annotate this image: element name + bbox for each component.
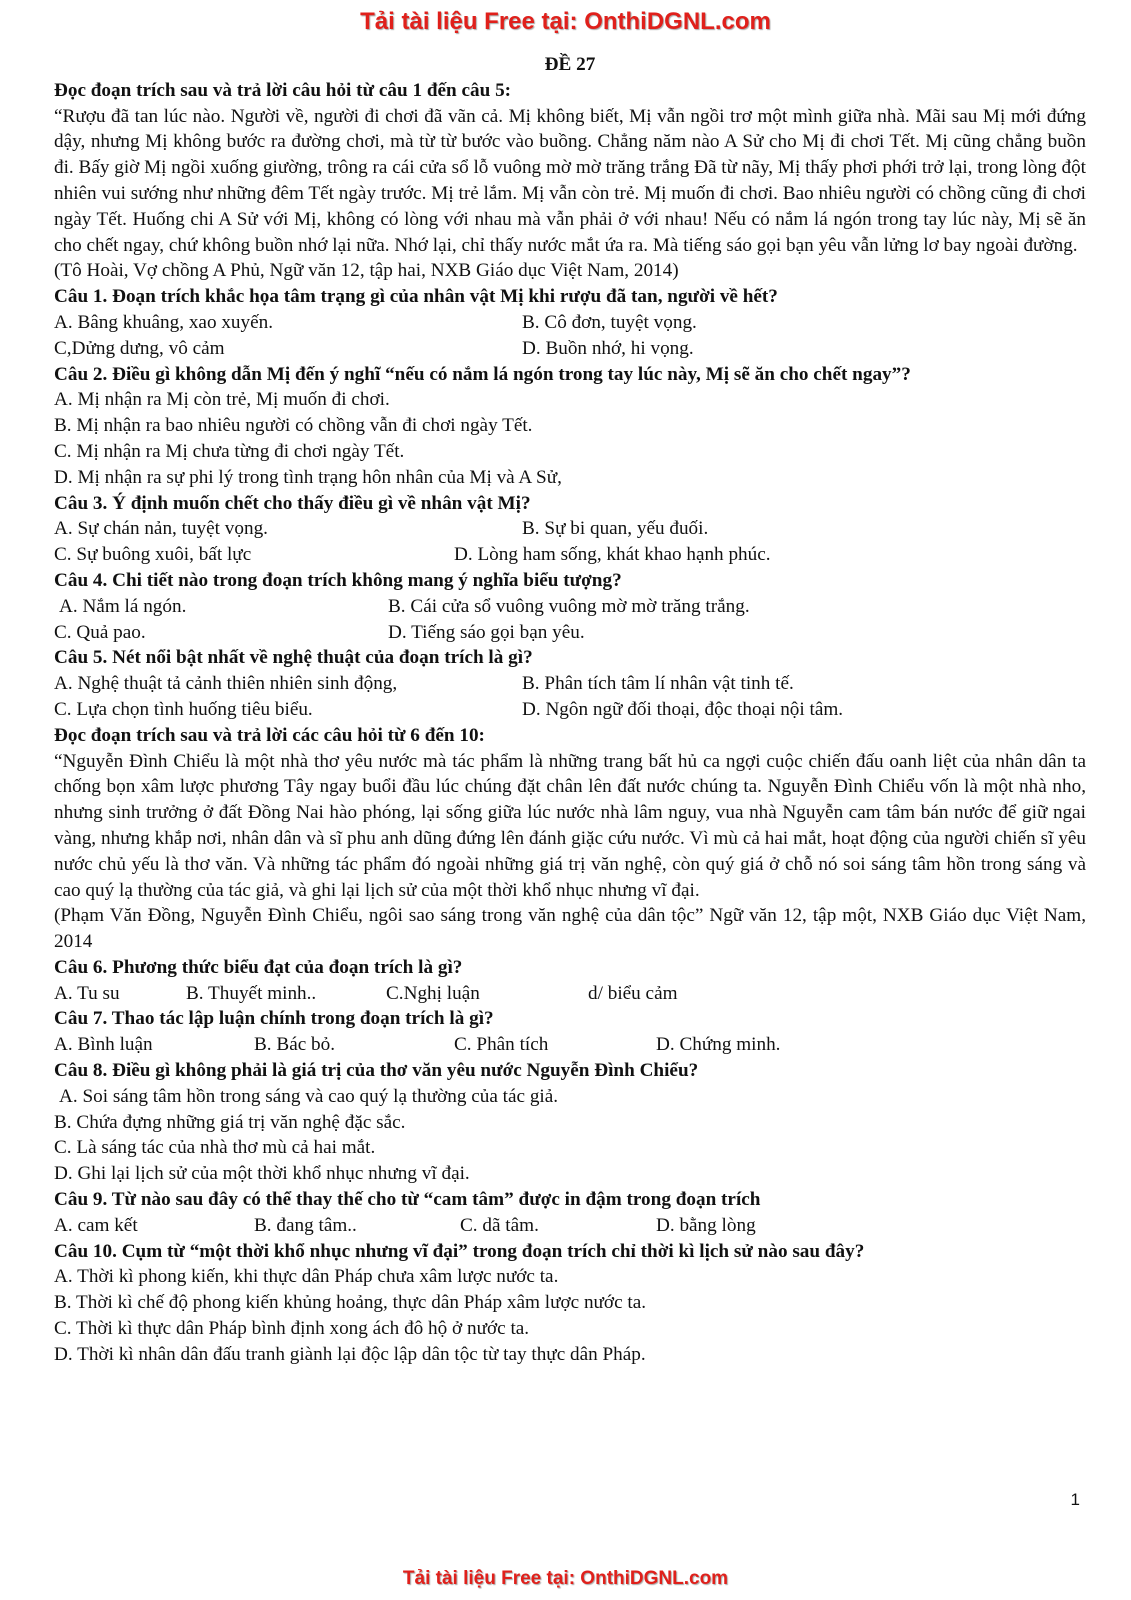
question-6: Câu 6. Phương thức biểu đạt của đoạn trích là gì? [54, 956, 463, 978]
section2-instruction: Đọc đoạn trích sau và trả lời các câu hỏi từ 6 đến 10: [54, 724, 485, 746]
section1-instruction: Đọc đoạn trích sau và trả lời câu hỏi từ câu 1 đến câu 5: [54, 79, 512, 101]
question-5: Câu 5. Nét nổi bật nhất về nghệ thuật của đoạn trích là gì? [54, 647, 533, 669]
q4-option-c[interactable]: C. Quả pao. [54, 621, 146, 643]
question-2: Câu 2. Điều gì không dẫn Mị đến ý nghĩ “nếu có nắm lá ngón trong tay lúc này, Mị sẽ ăn cho chết ngay”? [54, 363, 911, 385]
q10-option-d[interactable]: D. Thời kì nhân dân đấu tranh giành lại độc lập dân tộc từ tay thực dân Pháp. [54, 1343, 646, 1365]
q10-option-c[interactable]: C. Thời kì thực dân Pháp bình định xong ách đô hộ ở nước ta. [54, 1318, 530, 1340]
q7-option-a[interactable]: A. Bình luận [54, 1034, 153, 1056]
q3-options-row1 [54, 516, 1086, 542]
q6-option-b[interactable]: B. Thuyết minh.. [186, 982, 317, 1004]
q8-option-c[interactable]: C. Là sáng tác của nhà thơ mù cả hai mắt. [54, 1137, 376, 1159]
q5-options-row2 [54, 697, 1086, 723]
q5-option-a[interactable]: A. Nghệ thuật tả cảnh thiên nhiên sinh động, [54, 673, 398, 695]
q9-option-c[interactable]: C. dã tâm. [460, 1214, 539, 1236]
question-7: Câu 7. Thao tác lập luận chính trong đoạn trích là gì? [54, 1008, 494, 1030]
q7-option-b[interactable]: B. Bác bỏ. [254, 1034, 336, 1056]
section2-passage: “Nguyễn Đình Chiểu là một nhà thơ yêu nước mà tác phẩm là những trang bất hủ ca ngợi cuộc chiến đấu oanh liệt của nhân dân ta chống bọn xâm lược phương Tây ngay buổi đầu lúc chúng đặt chân lên đất nước chúng ta. Nguyễn Đình Chiểu vốn là một nhà nho, nhưng sinh trưởng ở đất Đồng Nai hào phóng, lại sống giữa lúc nước nhà lâm nguy, vua nhà Nguyễn cam tâm bán nước để giữ ngai vàng, nhưng khắp nơi, nhân dân và sĩ phu anh dũng đứng lên đánh giặc cứu nước. Vì mù cả hai mắt, hoạt động của người chiến sĩ yêu nước chủ yếu là thơ văn. Và những tác phẩm đó ngoài những giá trị văn nghệ, còn quý giá ở chỗ nó soi sáng tâm hồn trong sáng và cao quý lạ thường của tác giả, và ghi lại lịch sử của một thời khổ nhục nhưng vĩ đại. [54, 750, 1086, 901]
q6-option-a[interactable]: A. Tu su [54, 982, 120, 1004]
q7-option-c[interactable]: C. Phân tích [454, 1034, 549, 1056]
section1-passage: “Rượu đã tan lúc nào. Người về, người đi chơi đã vãn cả. Mị không biết, Mị vẫn ngồi trơ một mình giữa nhà. Mãi sau Mị mới đứng dậy, nhưng Mị không bước ra đường chơi, mà từ từ bước vào buồng. Chẳng năm nào A Sử cho Mị đi chơi Tết. Mị cũng chẳng buồn đi. Bấy giờ Mị ngồi xuống giường, trông ra cái cửa sổ lỗ vuông mờ mờ trăng trắng Đã từ nãy, Mị thấy phơi phới trở lại, trong lòng đột nhiên vui sướng như những đêm Tết ngày trước. Mị trẻ lắm. Mị vẫn còn trẻ. Mị muốn đi chơi. Bao nhiêu người có chồng cũng đi chơi ngày Tết. Huống chi A Sử với Mị, không có lòng với nhau mà vẫn phải ở với nhau! Nếu có nắm lá ngón trong tay lúc này, Mị sẽ ăn cho chết ngay, chứ không buồn nhớ lại nữa. Nhớ lại, chỉ thấy nước mắt ứa ra. Mà tiếng sáo gọi bạn yêu vẫn lửng lơ bay ngoài đường. [54, 105, 1086, 256]
exam-content [54, 52, 1086, 1368]
q2-option-a[interactable]: A. Mị nhận ra Mị còn trẻ, Mị muốn đi chơi. [54, 389, 390, 411]
q2-option-b[interactable]: B. Mị nhận ra bao nhiêu người có chồng vẫn đi chơi ngày Tết. [54, 415, 533, 437]
q9-option-a[interactable]: A. cam kết [54, 1214, 138, 1236]
q9-options [54, 1213, 1086, 1239]
question-1: Câu 1. Đoạn trích khắc họa tâm trạng gì của nhân vật Mị khi rượu đã tan, người về hết? [54, 286, 778, 308]
q4-option-b[interactable]: B. Cái cửa sổ vuông vuông mờ mờ trăng trắng. [388, 595, 750, 617]
q8-option-d[interactable]: D. Ghi lại lịch sử của một thời khổ nhục nhưng vĩ đại. [54, 1163, 470, 1185]
question-4: Câu 4. Chi tiết nào trong đoạn trích không mang ý nghĩa biểu tượng? [54, 569, 622, 591]
q2-option-c[interactable]: C. Mị nhận ra Mị chưa từng đi chơi ngày Tết. [54, 440, 405, 462]
bottom-banner[interactable]: Tải tài liệu Free tại: OnthiDGNL.com [402, 1568, 729, 1589]
q1-option-a[interactable]: A. Bâng khuâng, xao xuyến. [54, 311, 274, 333]
q10-option-b[interactable]: B. Thời kì chế độ phong kiến khủng hoảng, thực dân Pháp xâm lược nước ta. [54, 1292, 647, 1314]
section1-source: (Tô Hoài, Vợ chồng A Phủ, Ngữ văn 12, tập hai, NXB Giáo dục Việt Nam, 2014) [54, 260, 679, 282]
q9-option-d[interactable]: D. bằng lòng [656, 1214, 756, 1236]
question-9: Câu 9. Từ nào sau đây có thể thay thế cho từ “cam tâm” được in đậm trong đoạn trích [54, 1189, 761, 1211]
page-number: 1 [1070, 1490, 1080, 1509]
top-banner[interactable]: Tải tài liệu Free tại: OnthiDGNL.com [360, 8, 771, 35]
q1-options-row1 [54, 310, 1086, 336]
q10-option-a[interactable]: A. Thời kì phong kiến, khi thực dân Pháp chưa xâm lược nước ta. [54, 1266, 559, 1288]
q1-option-c[interactable]: C,Dửng dưng, vô cảm [54, 337, 225, 359]
q9-option-b[interactable]: B. đang tâm.. [254, 1214, 357, 1236]
q4-options-row2 [54, 620, 1086, 646]
question-8: Câu 8. Điều gì không phải là giá trị của thơ văn yêu nước Nguyễn Đình Chiểu? [54, 1060, 699, 1082]
question-10: Câu 10. Cụm từ “một thời khổ nhục nhưng vĩ đại” trong đoạn trích chỉ thời kì lịch sử nào sau đây? [54, 1240, 865, 1262]
q5-options-row1 [54, 671, 1086, 697]
q6-option-c[interactable]: C.Nghị luận [386, 982, 480, 1004]
q5-option-b[interactable]: B. Phân tích tâm lí nhân vật tinh tế. [522, 673, 794, 695]
q7-options [54, 1032, 1086, 1058]
q3-option-c[interactable]: C. Sự buông xuôi, bất lực [54, 544, 252, 566]
q8-option-b[interactable]: B. Chứa đựng những giá trị văn nghệ đặc sắc. [54, 1111, 406, 1133]
q6-option-d[interactable]: d/ biểu cảm [588, 982, 678, 1004]
q4-option-a[interactable]: A. Nắm lá ngón. [59, 595, 187, 617]
q1-option-d[interactable]: D. Buồn nhớ, hi vọng. [522, 337, 694, 359]
q3-option-a[interactable]: A. Sự chán nản, tuyệt vọng. [54, 518, 268, 540]
q2-option-d[interactable]: D. Mị nhận ra sự phi lý trong tình trạng hôn nhân của Mị và A Sử, [54, 466, 562, 488]
q3-option-b[interactable]: B. Sự bi quan, yếu đuối. [522, 518, 709, 540]
q3-options-row2 [54, 542, 1086, 568]
q1-option-b[interactable]: B. Cô đơn, tuyệt vọng. [522, 311, 697, 333]
q6-options [54, 981, 1086, 1007]
q8-option-a[interactable]: A. Soi sáng tâm hồn trong sáng và cao quý lạ thường của tác giả. [59, 1085, 559, 1107]
q1-options-row2 [54, 336, 1086, 362]
question-3: Câu 3. Ý định muốn chết cho thấy điều gì về nhân vật Mị? [54, 492, 531, 514]
section2-source: (Phạm Văn Đồng, Nguyễn Đình Chiểu, ngôi sao sáng trong văn nghệ của dân tộc” Ngữ văn 12, tập một, NXB Giáo dục Việt Nam, 2014 [54, 905, 1086, 953]
q7-option-d[interactable]: D. Chứng minh. [656, 1034, 781, 1056]
q5-option-d[interactable]: D. Ngôn ngữ đối thoại, độc thoại nội tâm. [522, 698, 844, 720]
q4-option-d[interactable]: D. Tiếng sáo gọi bạn yêu. [388, 621, 585, 643]
q5-option-c[interactable]: C. Lựa chọn tình huống tiêu biểu. [54, 698, 313, 720]
exam-title: ĐỀ 27 [544, 54, 596, 75]
q4-options-row1 [54, 594, 1086, 620]
q3-option-d[interactable]: D. Lòng ham sống, khát khao hạnh phúc. [454, 544, 771, 566]
